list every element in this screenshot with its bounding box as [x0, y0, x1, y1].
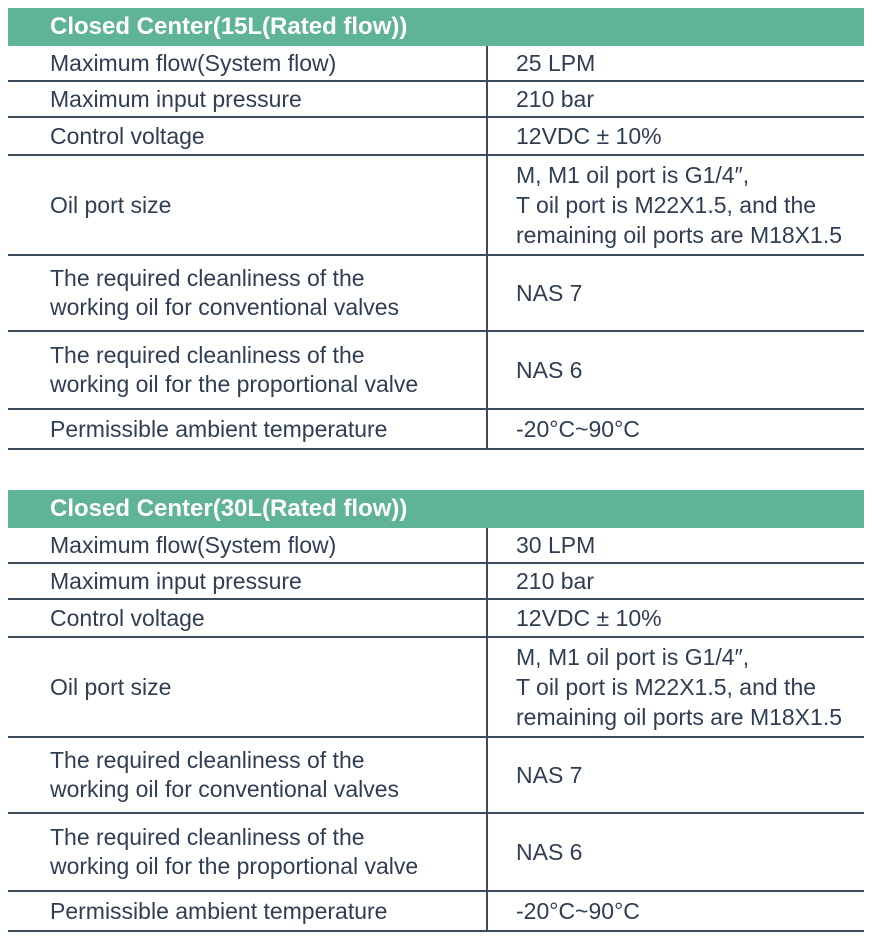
- table-row: [8, 82, 864, 118]
- row-value: NAS 6: [516, 356, 583, 383]
- spec-table-15l: [8, 8, 864, 450]
- table-row: [8, 814, 864, 892]
- table-title: Closed Center(30L(Rated flow)): [8, 490, 864, 528]
- row-value: 25 LPM: [516, 49, 596, 76]
- row-value: 12VDC ± 10%: [516, 122, 662, 149]
- row-value: M, M1 oil port is G1/4″, T oil port is M22X1.5, and the remaining oil ports are M18X1.5: [516, 162, 842, 248]
- spec-table-30l: [8, 490, 864, 932]
- row-label: Maximum flow(System flow): [8, 528, 488, 562]
- row-value: NAS 6: [516, 838, 583, 865]
- table-row: [8, 564, 864, 600]
- table-row: [8, 410, 864, 450]
- table-row: [8, 600, 864, 638]
- table-row: [8, 528, 864, 564]
- row-label: Oil port size: [8, 638, 488, 736]
- table-row: [8, 156, 864, 256]
- row-label: The required cleanliness of the working oil for the proportional valve: [8, 814, 488, 890]
- row-value: -20°C~90°C: [516, 897, 640, 924]
- row-label: Maximum input pressure: [8, 82, 488, 116]
- row-label: Control voltage: [8, 600, 488, 636]
- row-label: The required cleanliness of the working oil for the proportional valve: [8, 332, 488, 408]
- table-row: [8, 738, 864, 814]
- row-label: Permissible ambient temperature: [8, 892, 488, 930]
- row-value: 210 bar: [516, 567, 595, 594]
- row-value: -20°C~90°C: [516, 415, 640, 442]
- row-value: M, M1 oil port is G1/4″, T oil port is M22X1.5, and the remaining oil ports are M18X1.5: [516, 644, 842, 730]
- row-value: 12VDC ± 10%: [516, 604, 662, 631]
- row-label: Maximum input pressure: [8, 564, 488, 598]
- table-row: [8, 256, 864, 332]
- row-value: 30 LPM: [516, 531, 596, 558]
- row-label: Control voltage: [8, 118, 488, 154]
- row-label: Oil port size: [8, 156, 488, 254]
- row-label: Maximum flow(System flow): [8, 46, 488, 80]
- table-row: [8, 332, 864, 410]
- table-row: [8, 638, 864, 738]
- table-title: Closed Center(15L(Rated flow)): [8, 8, 864, 46]
- row-label: The required cleanliness of the working oil for conventional valves: [8, 256, 488, 330]
- row-label: Permissible ambient temperature: [8, 410, 488, 448]
- table-row: [8, 118, 864, 156]
- row-value: NAS 7: [516, 279, 583, 306]
- row-value: NAS 7: [516, 761, 583, 788]
- row-value: 210 bar: [516, 85, 595, 112]
- row-label: The required cleanliness of the working oil for conventional valves: [8, 738, 488, 812]
- table-row: [8, 892, 864, 932]
- table-row: [8, 46, 864, 82]
